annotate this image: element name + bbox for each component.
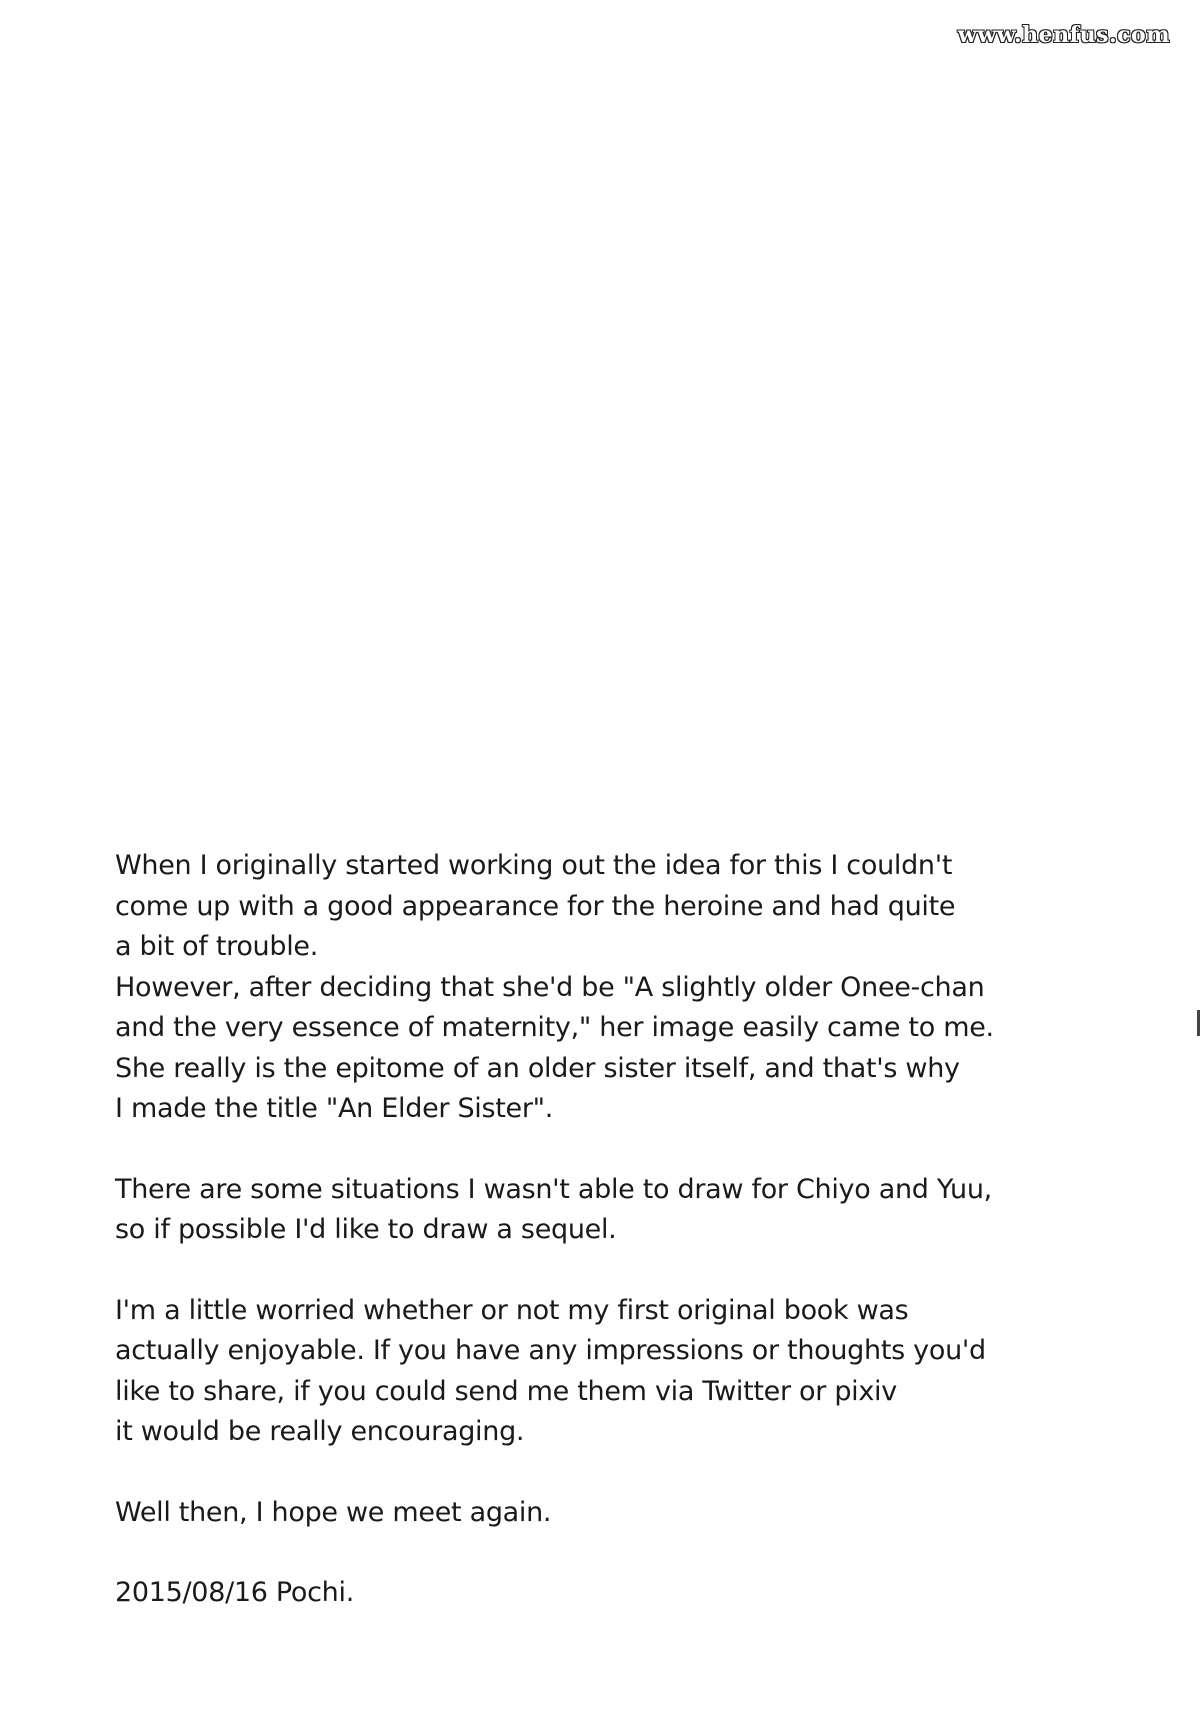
text-line: and the very essence of maternity," her image easily came to me.	[115, 1012, 994, 1043]
paragraph-feedback	[115, 1291, 1015, 1453]
afterword-text	[115, 846, 1015, 1614]
text-line: like to share, if you could send me them via Twitter or pixiv	[115, 1375, 897, 1407]
paragraph-farewell	[115, 1493, 1015, 1534]
text-line: However, after deciding that she'd be "A slightly older Onee-chan	[115, 971, 985, 1003]
text-line: actually enjoyable. If you have any impressions or thoughts you'd	[115, 1335, 986, 1366]
signature	[115, 1573, 1015, 1614]
signature-date-author: 2015/08/16 Pochi.	[115, 1577, 354, 1608]
paragraph-gap	[115, 1453, 1015, 1493]
paragraph-sequel	[115, 1170, 1015, 1251]
text-line: When I originally started working out the idea for this I couldn't	[115, 850, 953, 881]
text-line: Well then, I hope we meet again.	[115, 1496, 552, 1528]
text-line: a bit of trouble.	[115, 931, 319, 962]
paragraph-intro	[115, 846, 1015, 1130]
text-line: She really is the epitome of an older sister itself, and that's why	[115, 1052, 960, 1084]
text-line: There are some situations I wasn't able to draw for Chiyo and Yuu,	[115, 1173, 992, 1205]
text-line: I made the title "An Elder Sister".	[115, 1093, 554, 1124]
text-line: I'm a little worried whether or not my first original book was	[115, 1294, 909, 1326]
text-line: it would be really encouraging.	[115, 1416, 525, 1447]
text-line: come up with a good appearance for the heroine and had quite	[115, 890, 956, 922]
paragraph-gap	[115, 1130, 1015, 1170]
site-watermark: www.henfus.com	[957, 22, 1170, 48]
paragraph-gap	[115, 1251, 1015, 1291]
text-line: so if possible I'd like to draw a sequel.	[115, 1214, 617, 1245]
